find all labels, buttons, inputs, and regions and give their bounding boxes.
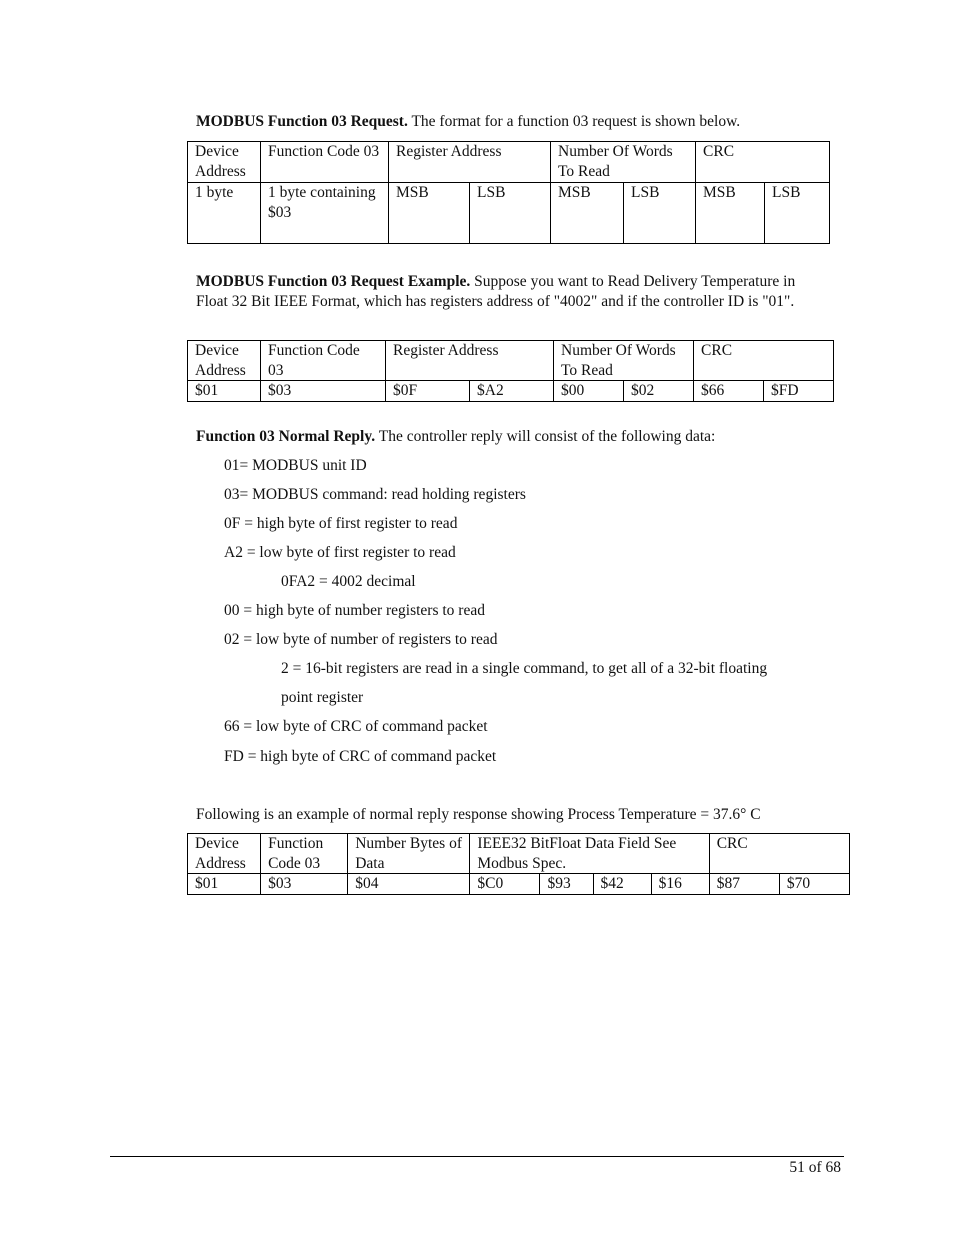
table-cell: $02 [624, 381, 694, 402]
reply-example-table [187, 833, 850, 895]
list-item: point register [281, 689, 364, 706]
request-example-table [187, 340, 834, 402]
table-header-row [188, 142, 830, 183]
list-item: 0FA2 = 4002 decimal [281, 573, 416, 590]
table-header-row [188, 341, 834, 381]
list-item: 01= MODBUS unit ID [224, 457, 367, 474]
footer-divider [110, 1156, 844, 1157]
section1-heading: MODBUS Function 03 Request. [196, 113, 408, 130]
section2-paragraph [196, 272, 826, 311]
table-cell: $16 [651, 874, 709, 895]
table-header-cell: Device Address [188, 834, 261, 874]
request-format-table [187, 141, 830, 244]
table-row [188, 381, 834, 402]
table-cell: LSB [470, 183, 551, 244]
table-header-cell: CRC [696, 142, 830, 183]
table-header-cell: CRC [694, 341, 834, 381]
table-header-cell: Function Code 03 [261, 341, 386, 381]
table-header-cell: IEEE32 BitFloat Data Field See Modbus Spec. [470, 834, 709, 874]
table-cell: $70 [779, 874, 849, 895]
section1-paragraph [196, 112, 836, 132]
section1-text: The format for a function 03 request is shown below. [407, 113, 741, 130]
table-header-cell: Function Code 03 [261, 142, 389, 183]
table-cell: 1 byte [188, 183, 261, 244]
table-cell: $04 [348, 874, 470, 895]
table-header-cell: Register Address [389, 142, 551, 183]
table-header-cell: Number Bytes of Data [348, 834, 470, 874]
page-number: 51 of 68 [789, 1159, 841, 1176]
table-cell: $66 [694, 381, 764, 402]
table-row [188, 874, 850, 895]
table-cell: $42 [593, 874, 651, 895]
table-cell: MSB [551, 183, 624, 244]
list-item: 00 = high byte of number registers to read [224, 602, 485, 619]
table-header-cell: Number Of Words To Read [554, 341, 694, 381]
table-header-cell: Number Of Words To Read [551, 142, 696, 183]
table-header-cell: Device Address [188, 142, 261, 183]
list-item: A2 = low byte of first register to read [224, 544, 456, 561]
section3-paragraph [196, 427, 836, 447]
table-cell: $FD [764, 381, 834, 402]
table-cell: LSB [765, 183, 830, 244]
table-header-cell: Register Address [386, 341, 554, 381]
table-cell: LSB [624, 183, 696, 244]
list-item: 0F = high byte of first register to read [224, 515, 458, 532]
list-item: 2 = 16-bit registers are read in a single command, to get all of a 32-bit floating [281, 660, 768, 677]
table-row [188, 183, 830, 244]
table-cell: MSB [696, 183, 765, 244]
table-header-cell: CRC [709, 834, 849, 874]
table-cell: $03 [261, 874, 348, 895]
table-cell: 1 byte containing $03 [261, 183, 389, 244]
section3-text: The controller reply will consist of the following data: [375, 428, 716, 445]
section2-heading: MODBUS Function 03 Request Example. [196, 273, 471, 290]
table-cell: $87 [709, 874, 779, 895]
table-header-row [188, 834, 850, 874]
table-cell: $A2 [470, 381, 554, 402]
list-item: FD = high byte of CRC of command packet [224, 748, 497, 765]
table-cell: $00 [554, 381, 624, 402]
list-item: 03= MODBUS command: read holding registers [224, 486, 526, 503]
table-cell: MSB [389, 183, 470, 244]
table-cell: $93 [540, 874, 593, 895]
section4-paragraph: Following is an example of normal reply response showing Process Temperature = 37.6° C [196, 806, 761, 823]
table-header-cell: Device Address [188, 341, 261, 381]
table-cell: $01 [188, 874, 261, 895]
section3-heading: Function 03 Normal Reply. [196, 428, 376, 445]
table-header-cell: Function Code 03 [261, 834, 348, 874]
list-item: 66 = low byte of CRC of command packet [224, 718, 488, 735]
table-cell: $0F [386, 381, 470, 402]
table-cell: $03 [261, 381, 386, 402]
section2-text: Suppose you want to Read Delivery Temperature in Float 32 Bit IEEE Format, which has registers address of "4002" and if the controller ID is "01". [196, 273, 796, 310]
list-item: 02 = low byte of number of registers to read [224, 631, 498, 648]
table-cell: $C0 [470, 874, 540, 895]
table-cell: $01 [188, 381, 261, 402]
